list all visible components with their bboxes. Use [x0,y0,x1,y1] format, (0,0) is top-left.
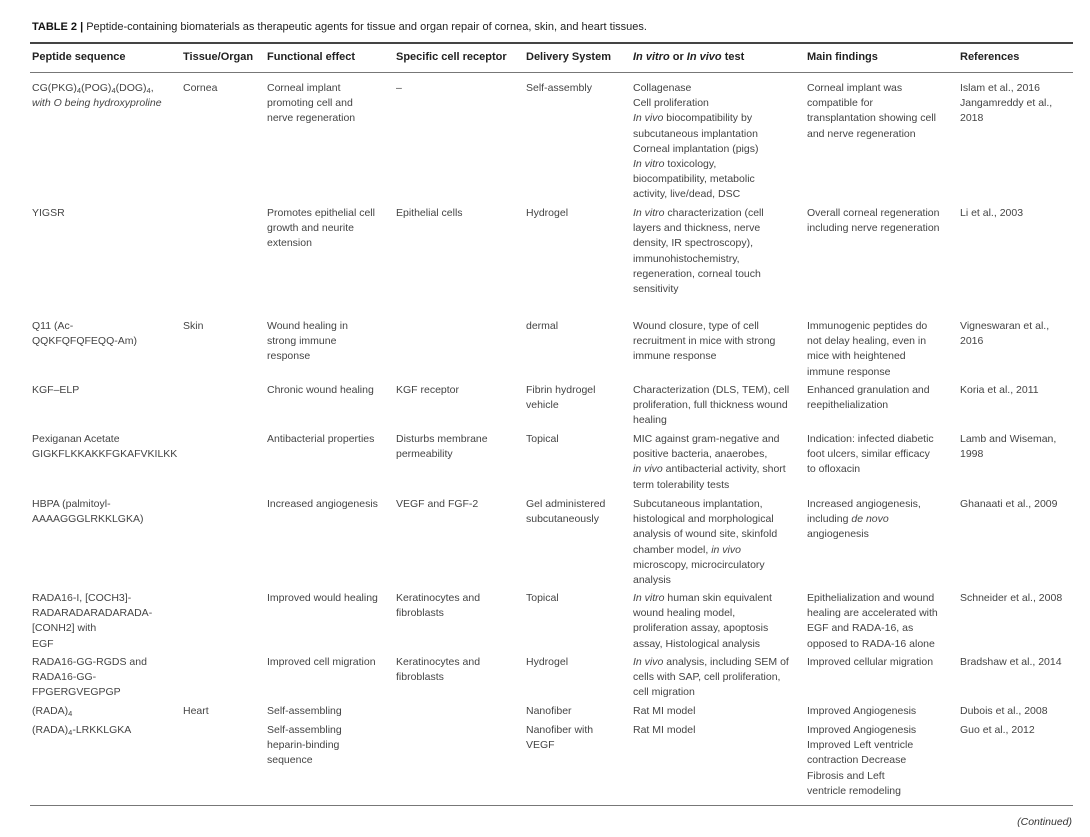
cell-main-findings: Epithelialization and wound healing are accelerated with EGF and RADA-16, as opposed to RADA-16 alone [807,592,938,650]
header-test-in-vitro: In vitro [633,51,670,63]
cell-functional-effect: Corneal implant promoting cell and nerve regeneration [267,82,356,125]
cell-main-findings: Increased angiogenesis, including de novo angiogenesis [807,498,921,541]
cell-delivery-system: Self-assembly [526,82,592,94]
cell-specific-cell-receptor: KGF receptor [396,384,460,396]
cell-delivery-system: Hydrogel [526,207,569,219]
table-label: TABLE 2 | [32,21,84,33]
cell-references: Koria et al., 2011 [960,384,1039,396]
header-peptide-sequence: Peptide sequence [32,51,126,63]
cell-delivery-system: Hydrogel [526,656,569,668]
cell-test: In vivo analysis, including SEM of cells with SAP, cell proliferation, cell migration [633,656,789,699]
header-test-suffix: test [721,51,745,63]
cell-peptide-sequence: YIGSR [32,207,65,219]
header-test-in-vivo: In vivo [686,51,722,63]
cell-specific-cell-receptor: Keratinocytes and fibroblasts [396,656,481,684]
cell-peptide-sequence: $(RADA)_4$ [32,705,73,718]
header-functional-effect: Functional effect [267,51,356,63]
cell-references: Bradshaw et al., 2014 [960,656,1062,668]
header-test-type [633,51,744,63]
cell-references: Dubois et al., 2008 [960,705,1048,717]
cell-test: Rat MI model [633,724,696,736]
cell-references: Vigneswaran et al., 2016 [960,320,1050,348]
cell-references: Islam et al., 2016 Jangamreddy et al., 2018 [960,82,1053,125]
cell-peptide-sequence: RADA16-I, [COCH3]- RADARADARADARADA- [CONH2] with EGF [32,592,153,650]
cell-main-findings: Corneal implant was compatible for transplantation showing cell and nerve regeneration [807,82,936,140]
cell-peptide-sequence: $(RADA)_4$-LRKKLGKA [32,724,132,737]
cell-functional-effect: Improved cell migration [267,656,376,668]
table-caption-text: Peptide-containing biomaterials as therapeutic agents for tissue and organ repair of cornea, skin, and heart tissues. [83,21,647,33]
header-references: References [960,51,1020,63]
cell-functional-effect: Improved would healing [267,592,378,604]
cell-test: MIC against gram-negative and positive bacteria, anaerobes, in vivo antibacterial activity, short term tolerability tests [633,433,786,491]
cell-references: Schneider et al., 2008 [960,592,1063,604]
cell-tissue-organ: Heart [183,705,209,717]
cell-specific-cell-receptor: VEGF and FGF-2 [396,498,479,510]
header-specific-cell-receptor: Specific cell receptor [396,51,507,63]
cell-references: Guo et al., 2012 [960,724,1035,736]
cell-peptide-sequence: $CG(PKG)_4(POG)_4(DOG)_4$, with O being hydroxyproline [32,82,162,110]
cell-main-findings: Overall corneal regeneration including nerve regeneration [807,207,940,235]
cell-main-findings: Indication: infected diabetic foot ulcers, similar efficacy to ofloxacin [807,433,934,476]
continued-note: (Continued) [1017,816,1072,828]
cell-main-findings: Immunogenic peptides do not delay healing, even in mice with heightened immune response [807,320,928,378]
cell-test: In vitro characterization (cell layers and thickness, nerve density, IR spectroscopy), immunohistochemistry, regeneration, corneal touch sensitivity [633,207,764,296]
cell-main-findings: Improved Angiogenesis [807,705,917,717]
cell-main-findings: Enhanced granulation and reepithelialization [807,384,930,412]
cell-peptide-sequence: RADA16-GG-RGDS and RADA16-GG- FPGERGVEGPGP [32,656,147,699]
cell-delivery-system: Topical [526,592,559,604]
header-tissue-organ: Tissue/Organ [183,51,254,63]
cell-test: Wound closure, type of cell recruitment in mice with strong immune response [633,320,776,363]
cell-functional-effect: Antibacterial properties [267,433,375,445]
cell-main-findings: Improved Angiogenesis Improved Left ventricle contraction Decrease Fibrosis and Left ventricle remodeling [807,724,917,797]
cell-functional-effect: Self-assembling [267,705,342,717]
cell-peptide-sequence: KGF–ELP [32,384,80,396]
header-test-or: or [669,51,687,63]
header-rule [30,72,1073,73]
cell-delivery-system: Fibrin hydrogel vehicle [526,384,596,412]
cell-test: Collagenase Cell proliferation In vivo biocompatibility by subcutaneous implantation Corneal implantation (pigs) In vitro toxicology, biocompatibility, metabolic activity, live/dead, DSC [633,82,759,201]
cell-functional-effect: Increased angiogenesis [267,498,378,510]
cell-specific-cell-receptor: Disturbs membrane permeability [396,433,488,461]
cell-peptide-sequence: Pexiganan Acetate GIGKFLKKAKKFGKAFVKILKK [32,433,178,461]
cell-delivery-system: Topical [526,433,559,445]
cell-specific-cell-receptor: Keratinocytes and fibroblasts [396,592,481,620]
cell-test: Rat MI model [633,705,696,717]
cell-delivery-system: Gel administered subcutaneously [526,498,606,526]
bottom-rule [30,805,1073,806]
cell-specific-cell-receptor: Epithelial cells [396,207,463,219]
cell-references: Li et al., 2003 [960,207,1024,219]
cell-peptide-sequence: HBPA (palmitoyl- AAAAGGGLRKKLGKA) [32,498,144,526]
cell-functional-effect: Wound healing in strong immune response [267,320,348,363]
cell-specific-cell-receptor: – [396,82,402,94]
cell-functional-effect: Self-assembling heparin-binding sequence [267,724,342,767]
table-caption [32,21,647,33]
cell-functional-effect: Promotes epithelial cell growth and neurite extension [267,207,375,250]
cell-references: Lamb and Wiseman, 1998 [960,433,1057,461]
cell-main-findings: Improved cellular migration [807,656,934,668]
top-rule [30,42,1073,44]
cell-peptide-sequence: Q11 (Ac- QQKFQFQFEQQ-Am) [32,320,137,348]
cell-delivery-system: dermal [526,320,559,332]
cell-test: In vitro human skin equivalent wound healing model, proliferation assay, apoptosis assay, Histological analysis [633,592,772,650]
cell-tissue-organ: Cornea [183,82,218,94]
cell-delivery-system: Nanofiber with VEGF [526,724,594,752]
cell-functional-effect: Chronic wound healing [267,384,374,396]
cell-references: Ghanaati et al., 2009 [960,498,1058,510]
cell-test: Characterization (DLS, TEM), cell proliferation, full thickness wound healing [633,384,790,427]
header-delivery-system: Delivery System [526,51,611,63]
header-main-findings: Main findings [807,51,878,63]
cell-delivery-system: Nanofiber [526,705,572,717]
cell-test: Subcutaneous implantation, histological and morphological analysis of wound site, skinfold chamber model, in vivo microscopy, microcirculatory analysis [633,498,778,587]
cell-tissue-organ: Skin [183,320,204,332]
